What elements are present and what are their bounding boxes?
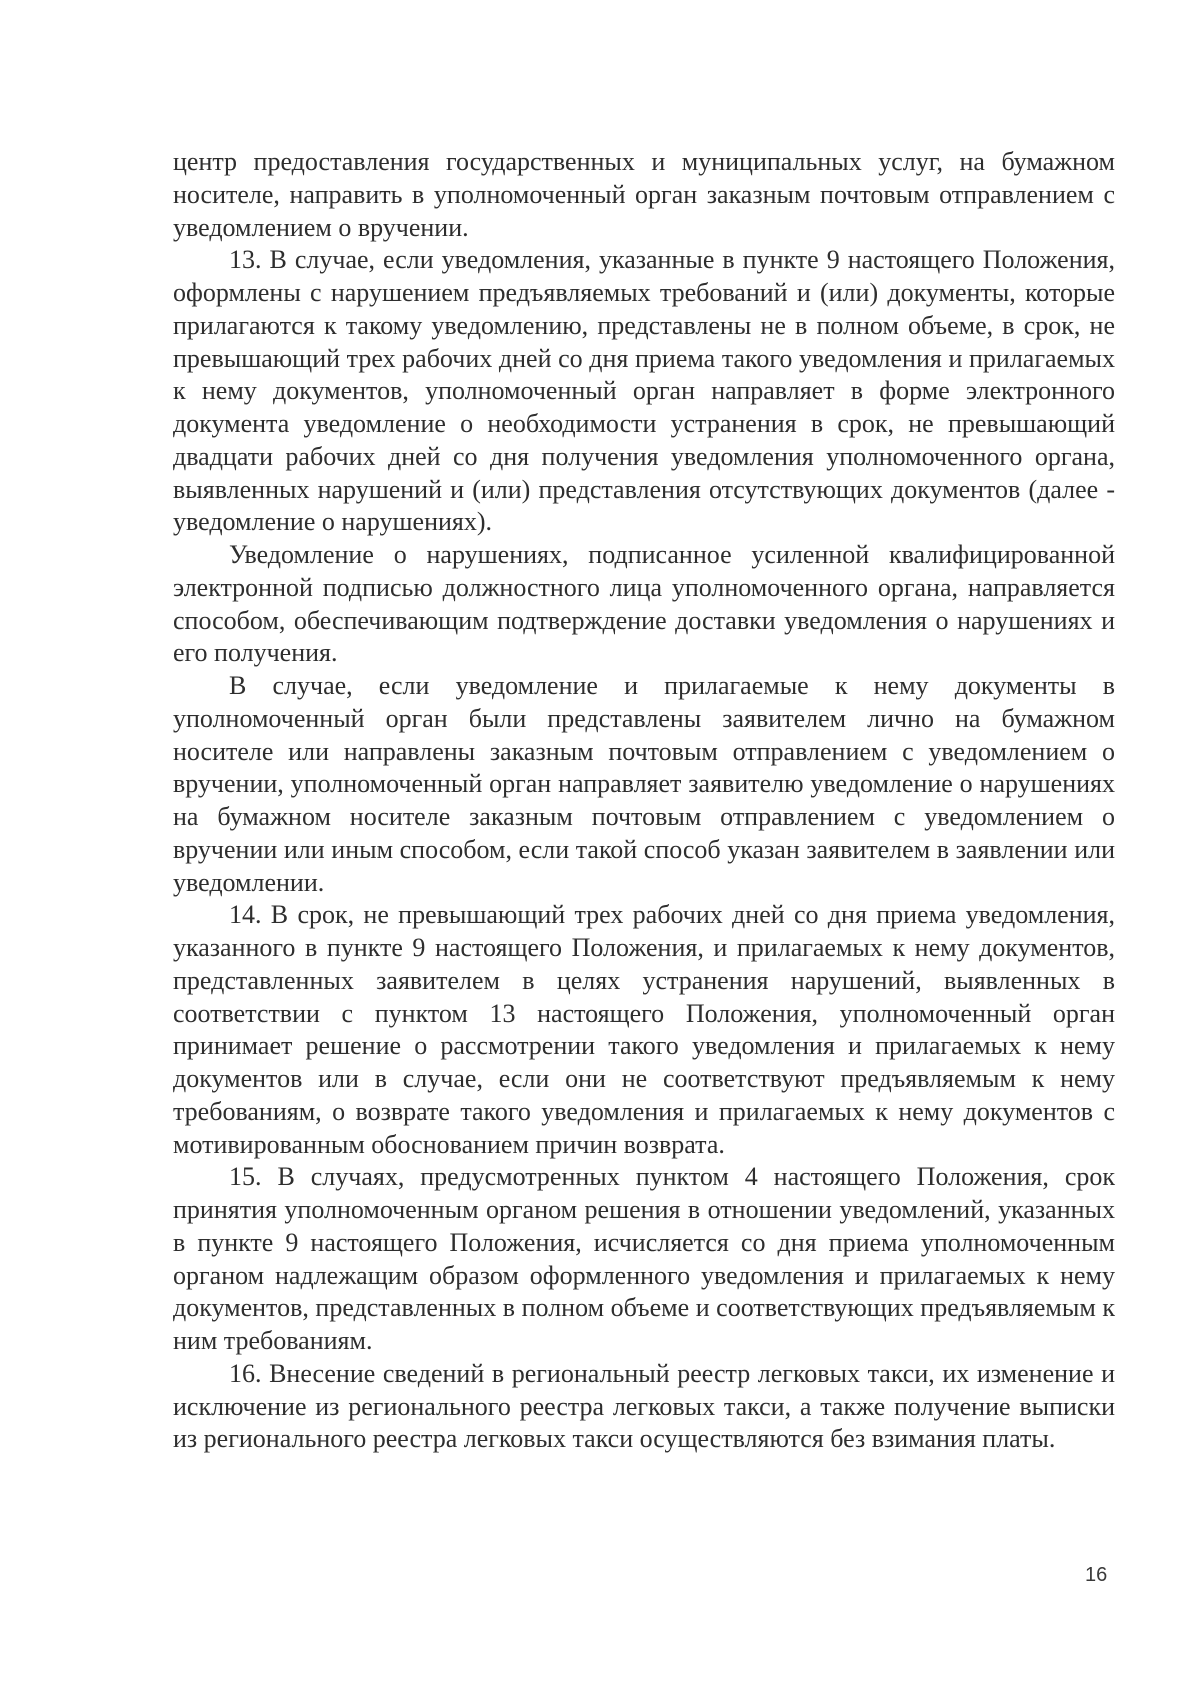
- page-number: 16: [1085, 1564, 1108, 1586]
- paragraph-13-paper-delivery: В случае, если уведомление и прилагаемые к нему документы в уполномоченный орган были представлены заявителем лично на бумажном носителе или направлены заказным почтовым отправлением с уведомлением о вручении, уполномоченный орган направляет заявителю уведомление о нарушениях на бумажном носителе заказным почтовым отправлением с уведомлением о вручении или иным способом, если такой способ указан заявителем в заявлении или уведомлении.: [173, 671, 1115, 897]
- paragraph-13-violation-notice: Уведомление о нарушениях, подписанное усиленной квалифицированной электронной подписью должностного лица уполномоченного органа, направляется способом, обеспечивающим подтверждение доставки уведомления о нарушениях и его получения.: [173, 540, 1115, 668]
- paragraph-16: 16. Внесение сведений в региональный реестр легковых такси, их изменение и исключение из регионального реестра легковых такси, а также получение выписки из регионального реестра легковых такси осуществляются без взимания платы.: [173, 1358, 1115, 1454]
- paragraph-15: 15. В случаях, предусмотренных пунктом 4 настоящего Положения, срок принятия уполномоченным органом решения в отношении уведомлений, указанных в пункте 9 настоящего Положения, исчисляется со дня приема уполномоченным органом надлежащим образом оформленного уведомления и прилагаемых к нему документов, представленных в полном объеме и соответствующих предъявляемым к ним требованиям.: [173, 1162, 1115, 1355]
- document-body: [173, 146, 1115, 1456]
- paragraph-13: 13. В случае, если уведомления, указанные в пункте 9 настоящего Положения, оформлены с нарушением предъявляемых требований и (или) документы, которые прилагаются к такому уведомлению, представлены не в полном объеме, в срок, не превышающий трех рабочих дней со дня приема такого уведомления и прилагаемых к нему документов, уполномоченный орган направляет в форме электронного документа уведомление о необходимости устранения в срок, не превышающий двадцати рабочих дней со дня получения уведомления уполномоченного органа, выявленных нарушений и (или) представления отсутствующих документов (далее - уведомление о нарушениях).: [173, 245, 1115, 537]
- paragraph-continuation: центр предоставления государственных и муниципальных услуг, на бумажном носителе, направить в уполномоченный орган заказным почтовым отправлением с уведомлением о вручении.: [173, 147, 1115, 242]
- paragraph-14: 14. В срок, не превышающий трех рабочих дней со дня приема уведомления, указанного в пункте 9 настоящего Положения, и прилагаемых к нему документов, представленных заявителем в целях устранения нарушений, выявленных в соответствии с пунктом 13 настоящего Положения, уполномоченный орган принимает решение о рассмотрении такого уведомления и прилагаемых к нему документов или в случае, если они не соответствуют предъявляемым к нему требованиям, о возврате такого уведомления и прилагаемых к нему документов с мотивированным обоснованием причин возврата.: [173, 900, 1115, 1159]
